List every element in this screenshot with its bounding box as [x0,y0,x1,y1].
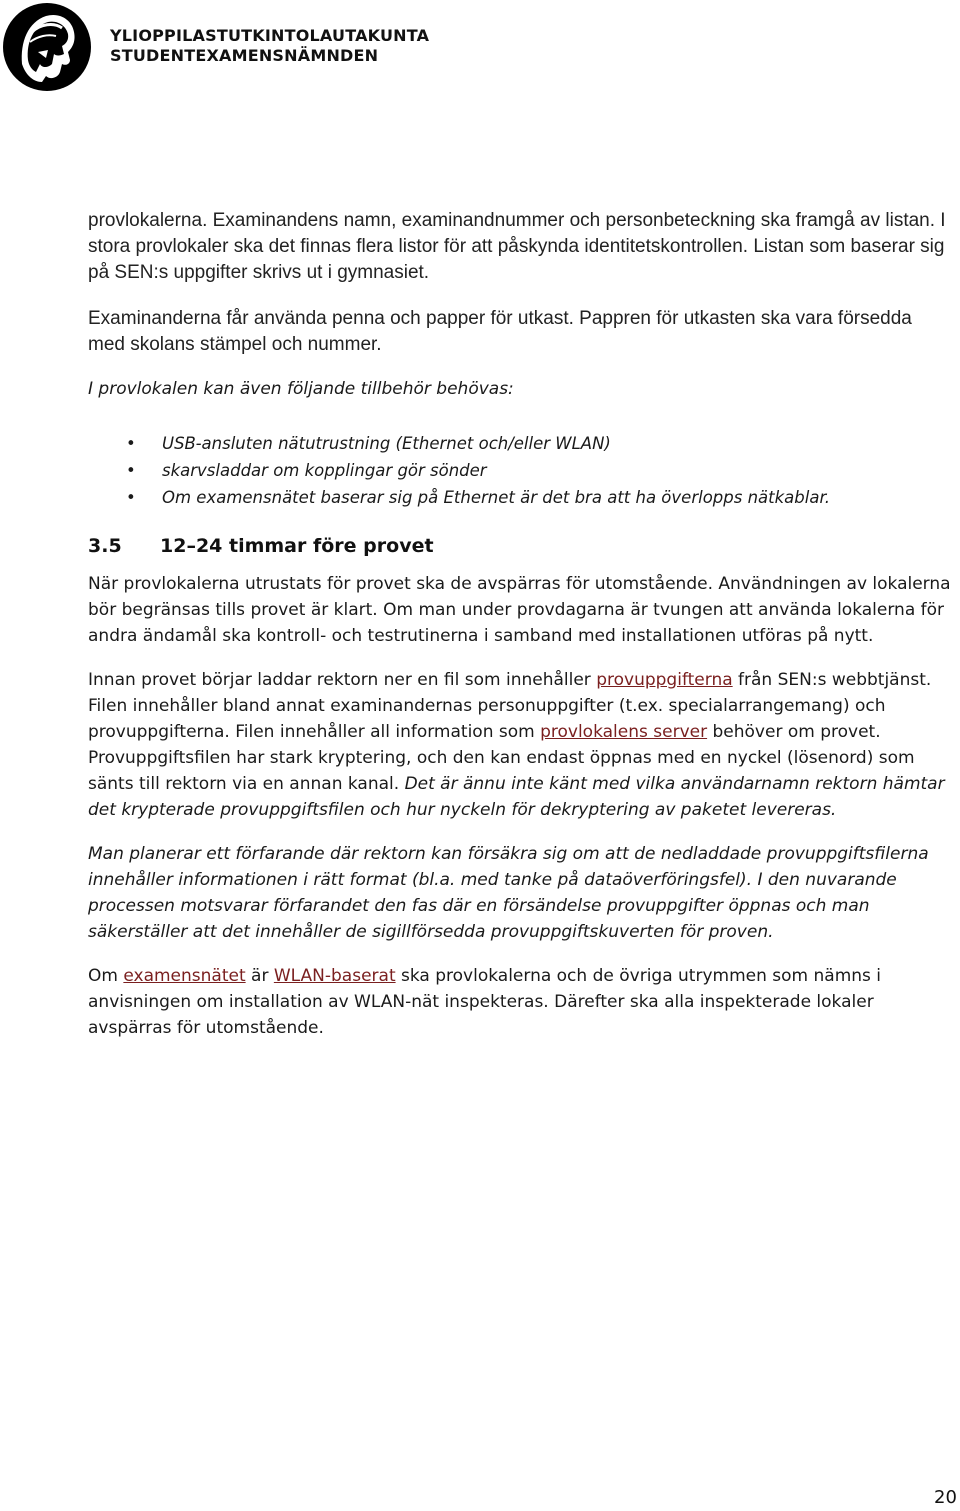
document-header [0,0,960,100]
bullet-icon: • [126,434,136,453]
list-item [88,457,952,484]
link-provuppgifterna[interactable]: provuppgifterna [596,670,733,690]
text-segment: från SEN:s webbtjänst. Filen innehåller bland annat examinandernas personuppgifter (t.ex. specialarrangemang) och provuppgifterna. Filen innehåller all information som [88,670,932,742]
paragraph-verification: Man planerar ett förfarande där rektorn kan försäkra sig om att de nedladdade provuppgiftsfilerna innehåller informationen i rätt format (bl.a. med tanke på dataöverföringsfel). I den nuvarande processen motsvarar förfarandet den fas där en försändelse provuppgifter öppnas och man säkerställer att det innehåller de sigillförsedda provuppgiftskuverten för proven. [88,844,929,942]
document-body [88,208,952,1041]
text-segment: är [245,966,274,986]
link-provlokalens-server[interactable]: provlokalens server [540,722,708,742]
paragraph-accessories-intro: I provlokalen kan även följande tillbehör behövas: [88,379,514,399]
section-number: 3.5 [88,535,122,557]
text-segment: behöver om provet. Provuppgiftsfilen har stark kryptering, och den kan endast öppnas med en nyckel (lösenord) som sänts till rektorn via en annan kanal. [88,722,915,794]
paragraph-lockdown: När provlokalerna utrustats för provet ska de avspärras för utomstående. Användningen av lokalerna bör begränsas tills provet är klart. Om man under provdagarna är tvungen att använda lokalerna för andra ändamål ska kontroll- och testrutinerna i samband med installationen utföras på nytt. [88,574,951,646]
italic-note: Det är ännu inte känt med vilka användarnamn rektorn hämtar det krypterade provuppgiftsfilen och hur nyckeln för dekryptering av paketet levereras. [88,774,945,820]
text-segment: Innan provet börjar laddar rektorn ner en fil som innehåller [88,670,597,690]
text-segment: ska provlokalerna och de övriga utrymmen som nämns i anvisningen om installation av WLAN-nät inspekteras. Därefter ska alla inspekterade lokaler avspärras för utomstående. [88,966,882,1038]
organization-name-finnish: YLIOPPILASTUTKINTOLAUTAKUNTA [110,26,430,45]
accessories-list [88,430,952,511]
bullet-icon: • [126,461,136,480]
list-item-text: skarvsladdar om kopplingar gör sönder [162,461,487,480]
link-examensnatet[interactable]: examensnätet [123,966,246,986]
list-item-text: Om examensnätet baserar sig på Ethernet är det bra att ha överlopps nätkablar. [162,488,830,507]
link-wlan-baserat[interactable]: WLAN-baserat [273,966,396,986]
list-item [88,484,952,511]
list-item [88,430,952,457]
section-heading [88,533,952,559]
section-title: 12–24 timmar före provet [160,535,434,557]
helmeted-head-logo-icon [2,2,92,92]
text-segment: Om [88,966,124,986]
paragraph-exam-file [88,667,952,823]
paragraph-wlan-inspection [88,963,952,1041]
paragraph-identity-lists: provlokalerna. Examinandens namn, examinandnummer och personbeteckning ska framgå av listan. I stora provlokaler ska det finnas flera listor för att påskynda identitetskontrollen. Listan som baserar sig på SEN:s uppgifter skrivs ut i gymnasiet. [88,210,946,283]
organization-name [110,26,429,66]
bullet-icon: • [126,488,136,507]
organization-name-swedish: STUDENTEXAMENSNÄMNDEN [110,46,379,65]
list-item-text: USB-ansluten nätutrustning (Ethernet och/eller WLAN) [162,434,611,453]
page-number: 20 [934,1487,957,1508]
paragraph-draft-paper: Examinanderna får använda penna och papper för utkast. Pappren för utkasten ska vara försedda med skolans stämpel och nummer. [88,308,912,355]
